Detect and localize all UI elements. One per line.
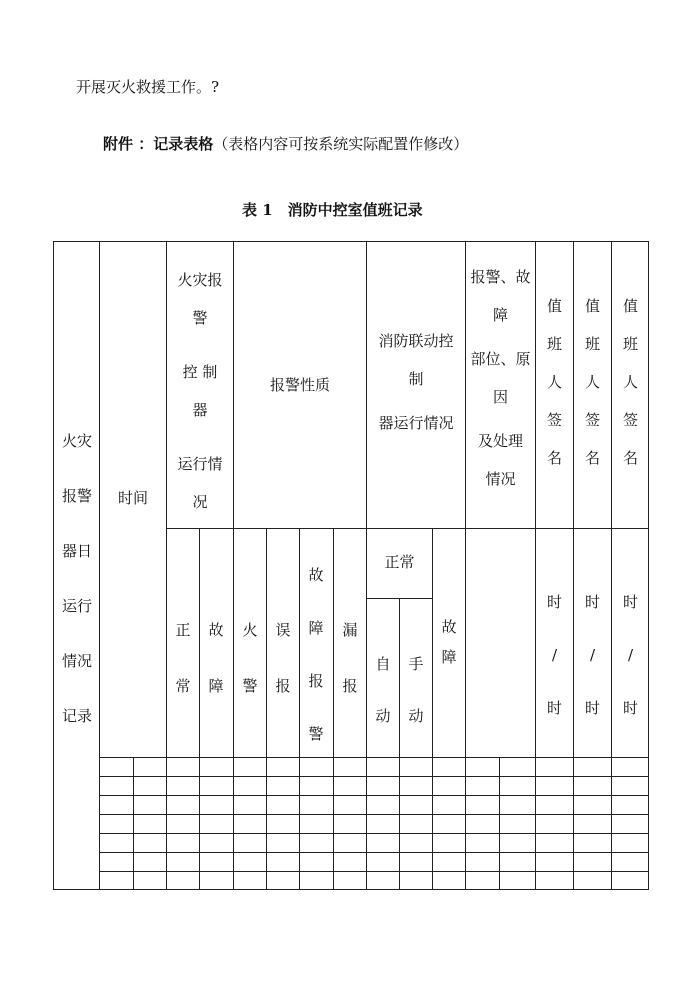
char: 手: [408, 655, 424, 673]
char: 时: [546, 699, 562, 717]
row-header-line: 记录: [61, 707, 92, 725]
char: 时: [546, 593, 562, 611]
controller-line: 火灾报: [177, 271, 223, 289]
char: 时: [584, 699, 600, 717]
linkage-fault-header: [439, 612, 459, 672]
duty-char: 班: [622, 335, 638, 353]
char: 时: [622, 699, 638, 717]
char: 误: [275, 621, 291, 639]
char: 故: [441, 618, 457, 636]
fault-location-line: 及处理: [477, 432, 523, 450]
duty-char: 值: [622, 297, 638, 315]
duty-char: 名: [622, 449, 638, 467]
char: 动: [408, 707, 424, 725]
duty-sign-3: [612, 287, 649, 477]
fault-header: [206, 602, 226, 714]
linkage-line: 制: [408, 370, 424, 388]
duty-sign-2: [574, 287, 611, 477]
char: 动: [375, 707, 391, 725]
char: /: [589, 646, 596, 664]
row-header-line: 报警: [61, 487, 92, 505]
duty-char: 签: [584, 411, 600, 429]
char: 报: [342, 677, 358, 695]
duty-char: 班: [546, 335, 562, 353]
controller-header: [167, 261, 233, 521]
missed-alarm-header: [340, 602, 360, 714]
linkage-line: 消防联动控: [378, 332, 454, 350]
char: 报: [308, 672, 324, 690]
row-header: [58, 414, 96, 744]
controller-line: 警: [192, 309, 208, 327]
char: /: [551, 646, 558, 664]
fault-location-line: 因: [492, 388, 508, 406]
fault-location-line: 障: [492, 306, 508, 324]
duty-char: 名: [584, 449, 600, 467]
row-header-line: 器日: [61, 542, 92, 560]
char: 自: [375, 655, 391, 673]
char: 时: [622, 593, 638, 611]
duty-char: 签: [546, 411, 562, 429]
time-header: 时间: [117, 489, 148, 507]
char: 火: [242, 621, 258, 639]
linkage-header: [367, 326, 465, 438]
char: 时: [584, 593, 600, 611]
time-mark-1: [536, 576, 573, 735]
char: 故: [208, 621, 224, 639]
row-header-line: 运行: [61, 597, 92, 615]
fault-alarm-header: [306, 549, 326, 761]
auto-header: [373, 638, 393, 742]
fault-location-line: 报警、故: [470, 268, 531, 286]
char: 障: [308, 619, 324, 637]
false-alarm-header: [273, 602, 293, 714]
controller-line: 运行情: [177, 455, 223, 473]
manual-header: [406, 638, 426, 742]
char: 漏: [342, 621, 358, 639]
attachment-note: （表格内容可按系统实际配置作修改）: [213, 135, 469, 153]
table-title: 表 1 消防中控室值班记录: [242, 201, 423, 219]
time-mark-2: [574, 576, 611, 735]
char: /: [627, 646, 634, 664]
duty-char: 人: [584, 373, 600, 391]
duty-char: 签: [622, 411, 638, 429]
char: 障: [441, 648, 457, 666]
char: 障: [208, 677, 224, 695]
controller-line: 控 制: [182, 363, 218, 381]
char: 报: [275, 677, 291, 695]
duty-char: 值: [546, 297, 562, 315]
duty-char: 值: [584, 297, 600, 315]
duty-char: 名: [546, 449, 562, 467]
alarm-nature-header: 报警性质: [269, 376, 330, 394]
row-header-line: 火灾: [61, 432, 92, 450]
char: 故: [308, 566, 324, 584]
controller-line: 器: [192, 401, 208, 419]
controller-line: 况: [192, 493, 208, 511]
fault-location-header: [466, 262, 535, 494]
char: 正: [175, 621, 191, 639]
intro-line: 开展灭火救援工作。?: [76, 78, 220, 96]
char: 警: [242, 677, 258, 695]
char: 警: [308, 725, 324, 743]
fault-location-line: 部位、原: [470, 350, 531, 368]
linkage-normal-header: 正常: [384, 553, 415, 571]
duty-char: 人: [546, 373, 562, 391]
duty-char: 班: [584, 335, 600, 353]
time-mark-3: [612, 576, 649, 735]
attachment-label: 附件 ：记录表格: [103, 135, 214, 153]
linkage-line: 器运行情况: [378, 414, 454, 432]
duty-char: 人: [622, 373, 638, 391]
normal-header: [173, 602, 193, 714]
fire-alarm-header: [240, 602, 260, 714]
row-header-line: 情况: [61, 652, 92, 670]
fault-location-line: 情况: [485, 470, 516, 488]
char: 常: [175, 677, 191, 695]
duty-sign-1: [536, 287, 573, 477]
